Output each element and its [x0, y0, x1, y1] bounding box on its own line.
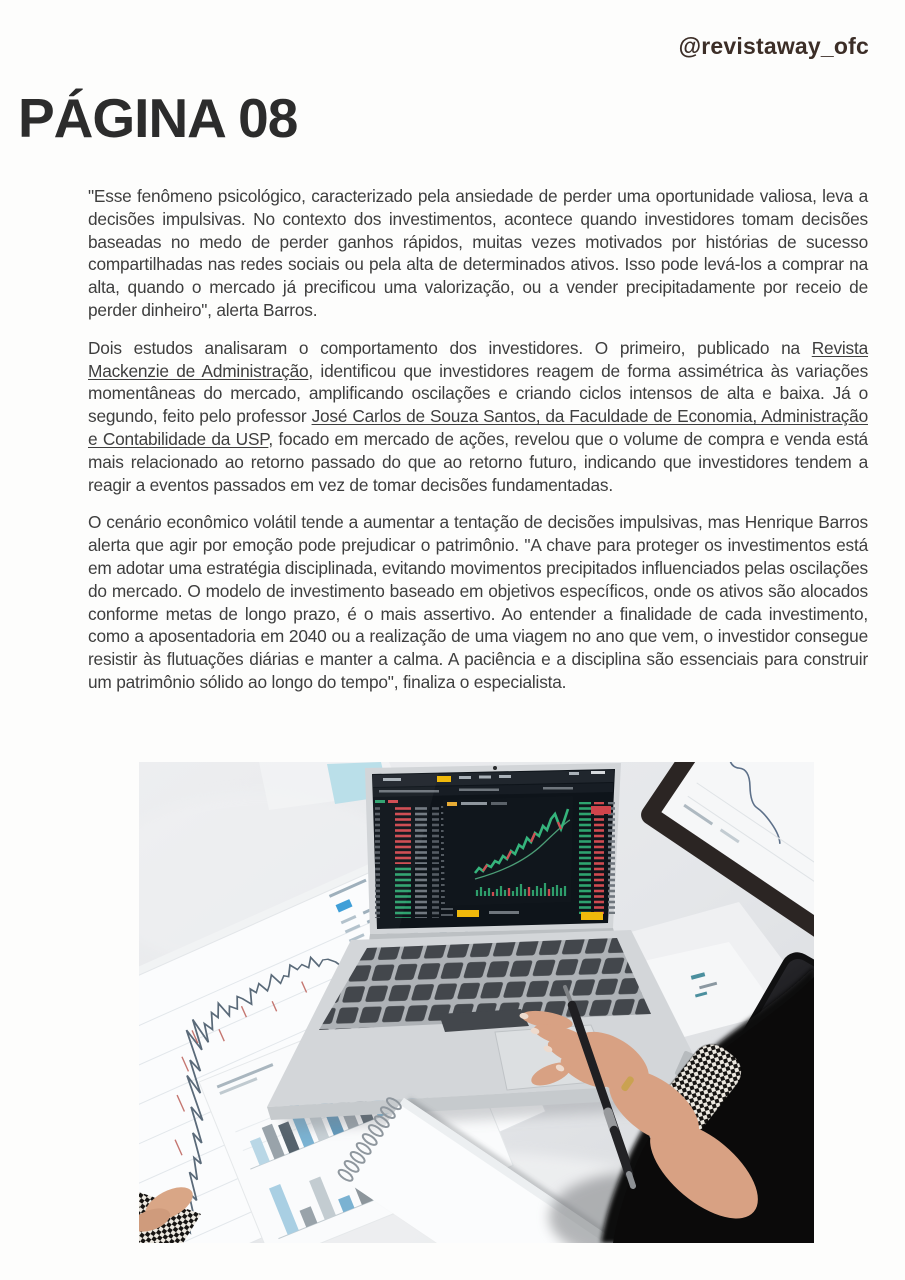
text-segment: , identificou que investidores reagem de forma assimétrica às variações momentâneas do mercado, amplificando oscilações e criando ciclos intensos de alta e baixa. Já o segundo, feito pelo professor: [88, 360, 869, 427]
instagram-handle: @revistaway_ofc: [678, 33, 869, 59]
page-title: PÁGINA 08: [18, 87, 298, 149]
text-segment: "Esse fenômeno psicológico, caracterizado pela ansiedade de perder uma oportunidade valiosa, leva a decisões impulsivas. No contexto dos investimentos, acontece quando investidores tomam decisões baseadas no medo de perder ganhos rápidos, muitas vezes motivados por histórias de sucesso compartilhadas nas redes sociais ou pela alta de determinados ativos. Isso pode levá-los a comprar na alta, quando o mercado já precificou uma valorização, ou a vender precipitadamente por receio de perder dinheiro", alerta Barros.: [88, 186, 868, 320]
exchange-logo-icon: [437, 776, 451, 782]
text-segment: O cenário econômico volátil tende a aumentar a tentação de decisões impulsivas, mas Henrique Barros alerta que agir por emoção pode prejudicar o patrimônio. "A chave para proteger os investimentos está em adotar uma estratégia disciplinada, evitando movimentos precipitados influenciados pelas oscilações do mercado. O modelo de investimento baseado em objetivos específicos, onde os ativos são alocados conforme metas de longo prazo, é o mais assertivo. Ao entender a finalidade de cada investimento, como a aposentadoria em 2040 ou a realização de uma viagem no ano que vem, o investidor consegue resistir às flutuações diárias e manter a calma. A paciência e a disciplina são essenciais para construir um patrimônio sólido ao longo do tempo", finaliza o especialista.: [88, 512, 868, 692]
buy-button: [457, 910, 479, 917]
article-body: [88, 185, 868, 709]
text-segment: Dois estudos analisaram o comportamento dos investidores. O primeiro, publicado na: [88, 337, 812, 358]
article-paragraph-3: [88, 511, 868, 693]
trading-screen: [372, 769, 615, 929]
webcam-icon: [493, 766, 497, 770]
desk-photo: [139, 762, 814, 1243]
article-paragraph-1: [88, 185, 868, 322]
underlined-reference: Revista Mackenzie de Administração: [88, 337, 868, 381]
article-paragraph-2: [88, 337, 868, 497]
text-segment: , focado em mercado de ações, revelou que o volume de compra e venda está mais relacionado ao retorno passado do que ao retorno futuro, indicando que investidores tendem a reagir a eventos passados em vez de tomar decisões fundamentadas.: [88, 428, 868, 495]
underlined-reference: José Carlos de Souza Santos, da Faculdade de Economia, Administração e Contabilidade da USP: [88, 406, 868, 449]
market-list-rows: [575, 802, 615, 914]
